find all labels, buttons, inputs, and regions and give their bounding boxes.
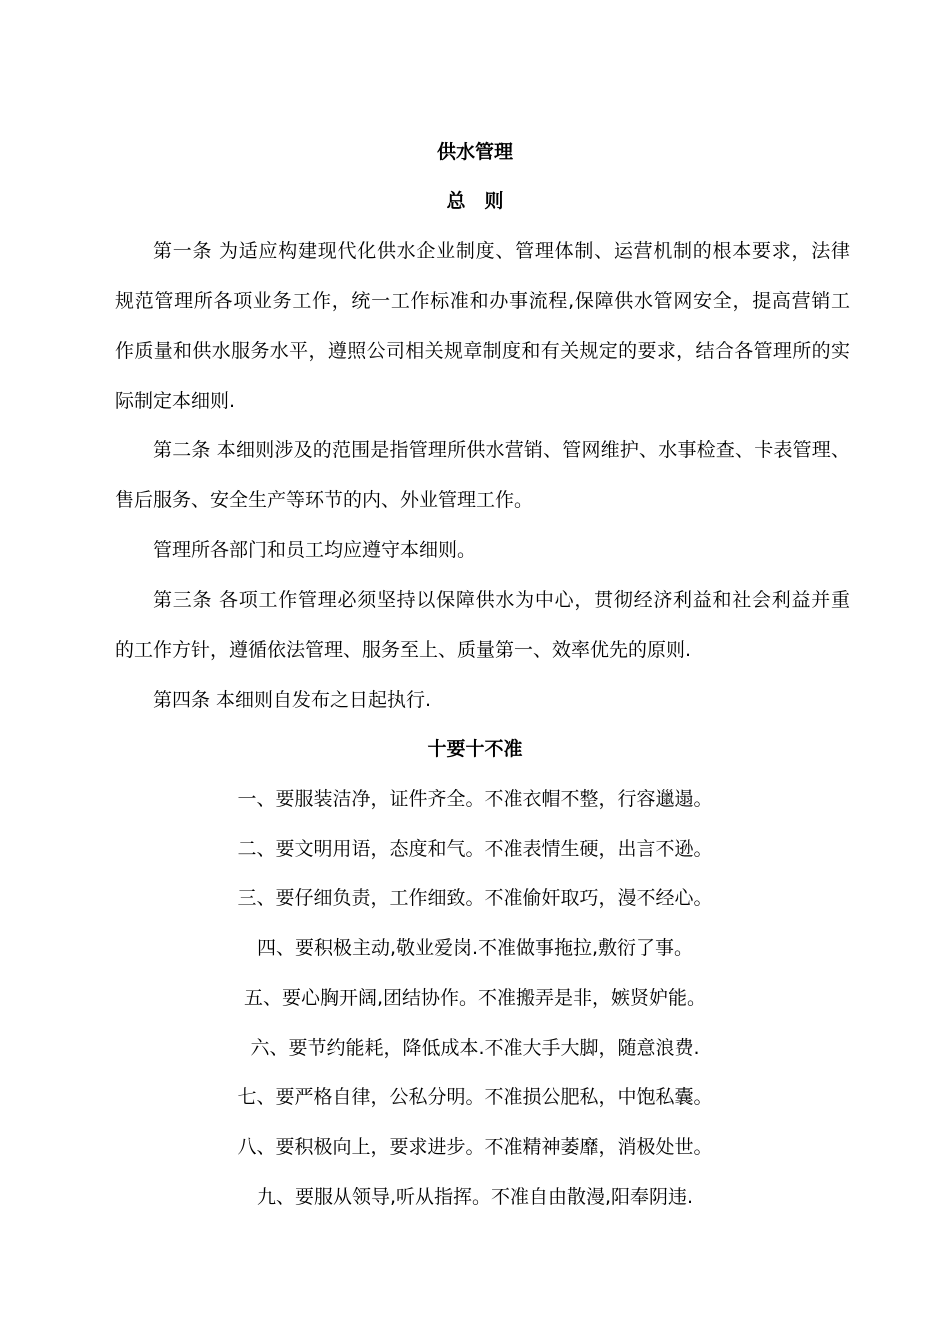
section-heading-general: 总 则	[446, 190, 504, 212]
article-2-line-1: 第二条 本细则涉及的范围是指管理所供水营销、管网维护、水事检查、卡表管理、	[153, 439, 850, 461]
document-title: 供水管理	[436, 141, 513, 163]
rule-item: 七、要严格自律，公私分明。不准损公肥私，中饱私囊。	[237, 1086, 713, 1108]
rule-item: 八、要积极向上，要求进步。不准精神萎靡，消极处世。	[237, 1136, 713, 1158]
article-1-line-2: 规范管理所各项业务工作，统一工作标准和办事流程,保障供水管网安全，提高营销工	[115, 290, 850, 312]
article-2-note: 管理所各部门和员工均应遵守本细则。	[153, 539, 477, 561]
article-1-line-4: 际制定本细则.	[115, 390, 236, 412]
rule-item: 五、要心胸开阔,团结协作。不准搬弄是非，嫉贤妒能。	[243, 987, 707, 1009]
rule-item: 三、要仔细负责，工作细致。不准偷奸取巧，漫不经心。	[237, 887, 713, 909]
article-4: 第四条 本细则自发布之日起执行.	[153, 689, 432, 711]
rule-item: 四、要积极主动,敬业爱岗.不准做事拖拉,敷衍了事。	[256, 937, 694, 959]
rule-item: 九、要服从领导,听从指挥。不准自由散漫,阳奉阴违.	[256, 1186, 694, 1208]
rule-item: 六、要节约能耗，降低成本.不准大手大脚，随意浪费.	[250, 1037, 700, 1059]
article-1-line-3: 作质量和供水服务水平，遵照公司相关规章制度和有关规定的要求，结合各管理所的实	[115, 340, 850, 362]
rule-item: 一、要服装洁净，证件齐全。不准衣帽不整，行容邋遢。	[237, 788, 713, 810]
rule-item: 二、要文明用语，态度和气。不准表情生硬，出言不逊。	[237, 838, 713, 860]
article-2-line-2: 售后服务、安全生产等环节的内、外业管理工作。	[115, 489, 534, 511]
article-1-line-1: 第一条 为适应构建现代化供水企业制度、管理体制、运营机制的根本要求，法律	[153, 240, 850, 262]
article-3-line-2: 的工作方针，遵循依法管理、服务至上、质量第一、效率优先的原则.	[115, 639, 692, 661]
section-heading-rules: 十要十不准	[427, 738, 523, 760]
article-3-line-1: 第三条 各项工作管理必须坚持以保障供水为中心，贯彻经济利益和社会利益并重	[153, 589, 850, 611]
